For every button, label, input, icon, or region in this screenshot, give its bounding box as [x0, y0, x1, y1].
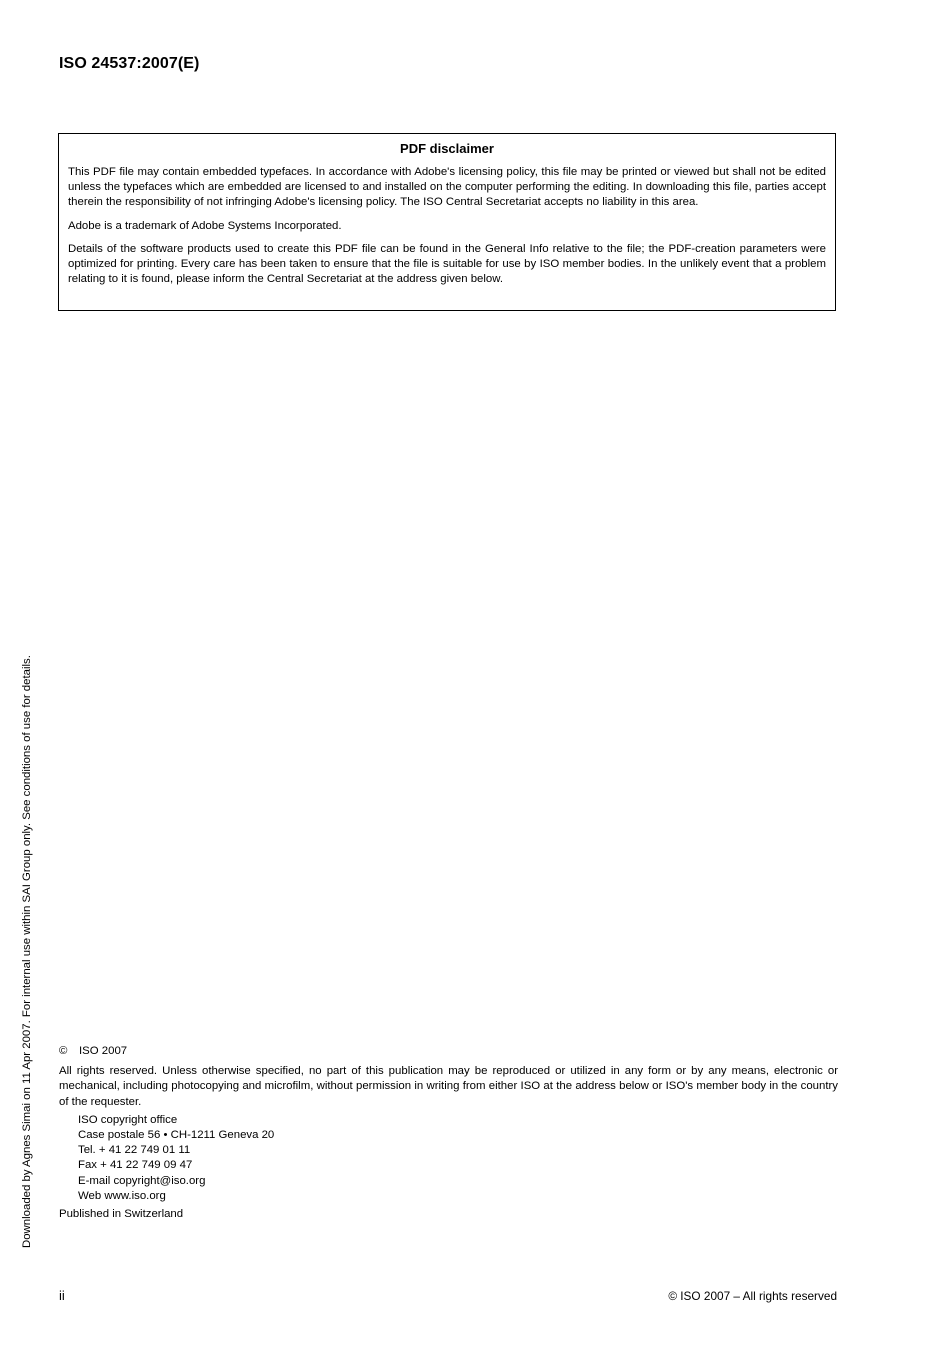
- copyright-year: ISO 2007: [79, 1045, 128, 1057]
- rights-statement: All rights reserved. Unless otherwise specified, no part of this publication may be reproduced or utilized in any form or by any means, electronic or mechanical, including photocopying and microfilm, without permission in writing from either ISO at the address below or ISO's member body in the country of the requester.: [59, 1065, 838, 1108]
- pdf-disclaimer-box: [58, 133, 836, 311]
- disclaimer-title: PDF disclaimer: [400, 141, 494, 156]
- office-name: ISO copyright office: [78, 1113, 178, 1126]
- published-location: Published in Switzerland: [59, 1208, 184, 1221]
- copyright-symbol: ©: [59, 1045, 68, 1057]
- footer-copyright: © ISO 2007 – All rights reserved: [668, 1289, 837, 1303]
- copyright-block: [59, 1044, 838, 1222]
- download-watermark-note: Downloaded by Agnes Simai on 11 Apr 2007. For internal use within SAI Group only. See conditions of use for details.: [21, 655, 33, 1248]
- postal-address: Case postale 56 • CH-1211 Geneva 20: [78, 1129, 275, 1142]
- disclaimer-paragraph-software: Details of the software products used to create this PDF file can be found in the General Info relative to the file; the PDF-creation parameters were optimized for printing. Every care has been taken to ensure that the file is suitable for use by ISO member bodies. In the unlikely event that a problem relating to it is found, please inform the Central Secretariat at the address given below.: [68, 242, 826, 286]
- copyright-office-address: [59, 1113, 838, 1204]
- page-number: ii: [59, 1288, 65, 1303]
- disclaimer-paragraph-typefaces: This PDF file may contain embedded typefaces. In accordance with Adobe's licensing policy, this file may be printed or viewed but shall not be edited unless the typefaces which are embedded are licensed to and installed on the computer performing the editing. In downloading this file, parties accept therein the responsibility of not infringing Adobe's licensing policy. The ISO Central Secretariat accepts no liability in this area.: [68, 166, 826, 209]
- copyright-year-line: [59, 1044, 838, 1059]
- disclaimer-paragraph-trademark: Adobe is a trademark of Adobe Systems Incorporated.: [68, 219, 342, 232]
- document-id: ISO 24537:2007(E): [59, 55, 200, 72]
- fax: Fax + 41 22 749 09 47: [78, 1159, 193, 1172]
- telephone: Tel. + 41 22 749 01 11: [78, 1144, 191, 1157]
- email: E-mail copyright@iso.org: [78, 1174, 206, 1187]
- website: Web www.iso.org: [78, 1189, 166, 1202]
